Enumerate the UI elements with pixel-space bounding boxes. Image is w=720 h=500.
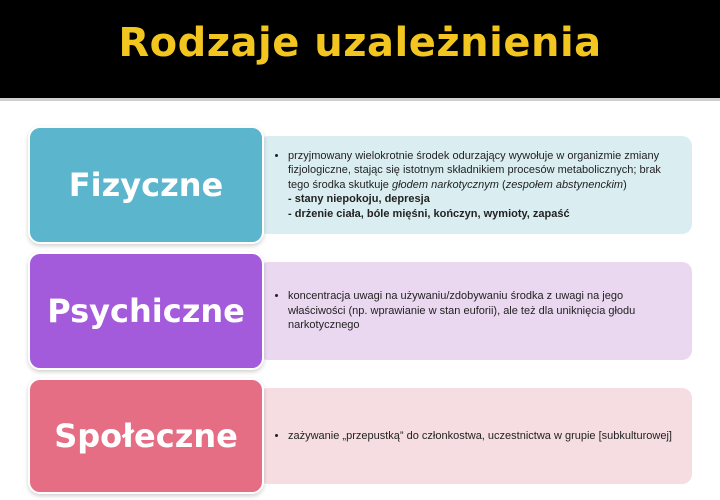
bullet-list-physical <box>278 149 682 222</box>
label-psychical: Psychiczne <box>28 252 264 370</box>
bullet-psychical: • koncentracja uwagi na używaniu/zdobywaniu środka z uwagi na jego właściwości (np. wprawianie w stan euforii), ale też dla uniknięcia głodu narkotycznego <box>288 289 682 333</box>
title-bar <box>0 0 720 101</box>
symptom-line-2: - drżenie ciała, bóle mięśni, kończyn, wymioty, zapaść <box>288 207 570 220</box>
bullet-list-psychical <box>278 289 682 333</box>
bullet-social: • zażywanie „przepustką” do członkostwa, uczestnictwa w grupie [subkulturowej] <box>288 429 672 444</box>
bullet-physical-text-2: ( <box>498 178 506 191</box>
symptom-line-1: - stany niepokoju, depresja <box>288 193 430 206</box>
bullet-physical-em-2: zespołem abstynenckim <box>505 178 624 191</box>
label-social: Społeczne <box>28 378 264 494</box>
label-physical: Fizyczne <box>28 126 264 244</box>
panel-physical <box>258 136 692 234</box>
slide-title: Rodzaje uzależnienia <box>118 20 602 66</box>
panel-social <box>258 388 692 484</box>
bullet-physical <box>288 149 682 222</box>
bullet-physical-text-1: przyjmowany wielokrotnie środek odurzający wywołuje w organizmie zmiany fizjologiczne, stając się istotnym składnikiem procesów metabolicznych; brak tego środka skutkuje <box>288 149 661 191</box>
bullet-physical-em-1: głodem narkotycznym <box>391 178 499 191</box>
panel-psychical <box>258 262 692 360</box>
bullet-list-social <box>278 429 672 444</box>
bullet-physical-text-3: ) <box>623 178 627 191</box>
